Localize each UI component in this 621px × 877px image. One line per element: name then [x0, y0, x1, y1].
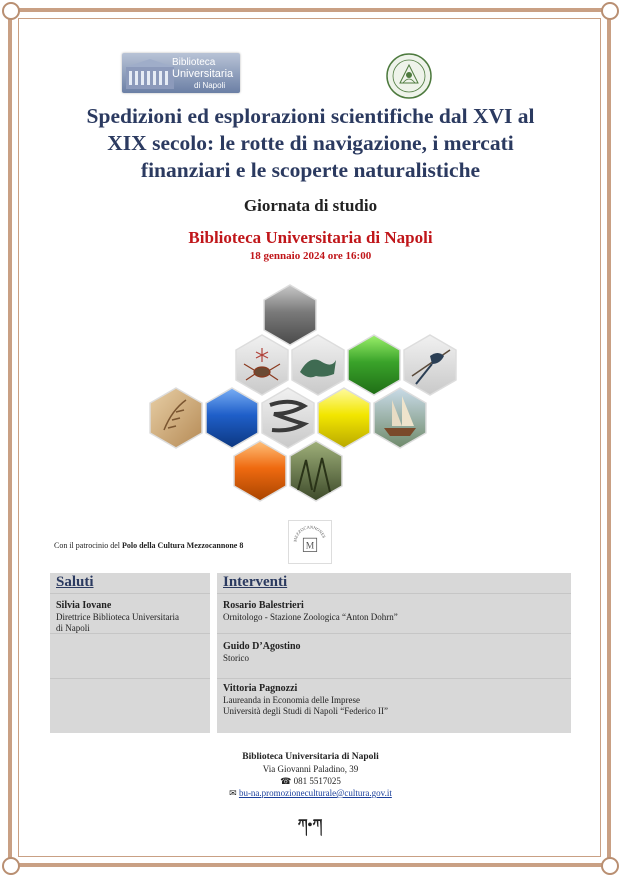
speaker-role: Storico [223, 653, 249, 663]
patronage-prefix: Con il patrocinio del [54, 541, 122, 550]
phone-icon: ☎ [280, 776, 294, 786]
speaker-name: Rosario Balestrieri [223, 600, 304, 611]
frame-corner-ornament [2, 2, 20, 20]
row-divider [217, 633, 571, 634]
hexagon-orange [234, 441, 286, 501]
flourish-ornament: ཀ•ཀ [297, 818, 323, 833]
row-divider [50, 593, 210, 594]
hexagon-gray [264, 285, 316, 345]
mezzocannone-logo [288, 520, 332, 564]
speaker-entry [223, 682, 388, 717]
saluti-panel [50, 573, 210, 733]
library-logo [122, 53, 240, 93]
library-building-icon [126, 59, 174, 89]
hexagon-image-fossil [150, 388, 202, 448]
footer-org: Biblioteca Universitaria di Napoli [242, 752, 379, 762]
frame-corner-ornament [601, 2, 619, 20]
venue-name: Biblioteca Universitaria di Napoli [188, 228, 433, 247]
speaker-role: di Napoli [56, 623, 90, 633]
row-divider [217, 678, 571, 679]
patronage-name: Polo della Cultura Mezzocannone 8 [122, 541, 244, 550]
saluti-heading: Saluti [56, 574, 94, 590]
speaker-name: Guido D’Agostino [223, 641, 301, 652]
footer-phone-row [30, 775, 591, 787]
hexagon-image-forest [290, 441, 342, 501]
hexagon-yellow [318, 388, 370, 448]
speaker-entry [223, 640, 301, 664]
patronage-note [54, 541, 243, 550]
mail-icon: ✉ [229, 788, 239, 798]
speaker-role: Direttrice Biblioteca Universitaria [56, 612, 179, 622]
logo-text-line3: di Napoli [194, 81, 226, 90]
speaker-role: Laureanda in Economia delle Imprese [223, 695, 360, 705]
hexagon-green [348, 335, 400, 395]
mezzocannone-emblem-icon [289, 521, 331, 563]
title-line-3: finanziari e le scoperte naturalistiche [140, 158, 481, 182]
page-title [30, 103, 591, 184]
ministry-seal-icon [386, 53, 432, 99]
speaker-entry [223, 599, 398, 623]
footer-phone: 081 5517025 [293, 776, 341, 786]
speaker-name: Silvia Iovane [56, 600, 112, 611]
hexagon-image-crab [236, 335, 288, 395]
title-line-2: XIX secolo: le rotte di navigazione, i mercati [107, 131, 514, 155]
hexagon-blue [206, 388, 258, 448]
svg-text:MEZZOCANNONE8 [293, 524, 327, 542]
speaker-entry [56, 599, 179, 634]
interventi-heading: Interventi [223, 574, 288, 590]
hexagon-image-ship [374, 388, 426, 448]
svg-text:M: M [305, 540, 315, 552]
frame-corner-ornament [2, 857, 20, 875]
event-date: 18 gennaio 2024 ore 16:00 [249, 250, 372, 262]
logo-text-line1: Biblioteca [172, 57, 216, 68]
speaker-role: Università degli Studi di Napoli “Federico II” [223, 706, 388, 716]
event-type: Giornata di studio [243, 196, 378, 215]
row-divider [50, 678, 210, 679]
footer-email-link[interactable]: bu-na.promozioneculturale@cultura.gov.it [238, 788, 392, 798]
hexagon-mosaic [140, 280, 480, 510]
mezzocannone-logo-text: MEZZOCANNONE8 [292, 524, 327, 543]
speaker-name: Vittoria Pagnozzi [223, 683, 298, 694]
interventi-panel [217, 573, 571, 733]
row-divider [217, 593, 571, 594]
title-line-1: Spedizioni ed esplorazioni scientifiche dal XVI al [86, 104, 535, 128]
frame-corner-ornament [601, 857, 619, 875]
contact-footer [30, 751, 591, 799]
logo-text-line2: Universitaria [172, 68, 234, 80]
footer-email-row [30, 787, 591, 799]
footer-address: Via Giovanni Paladino, 39 [262, 764, 359, 774]
speaker-role: Ornitologo - Stazione Zoologica “Anton Dohrn” [223, 612, 398, 622]
